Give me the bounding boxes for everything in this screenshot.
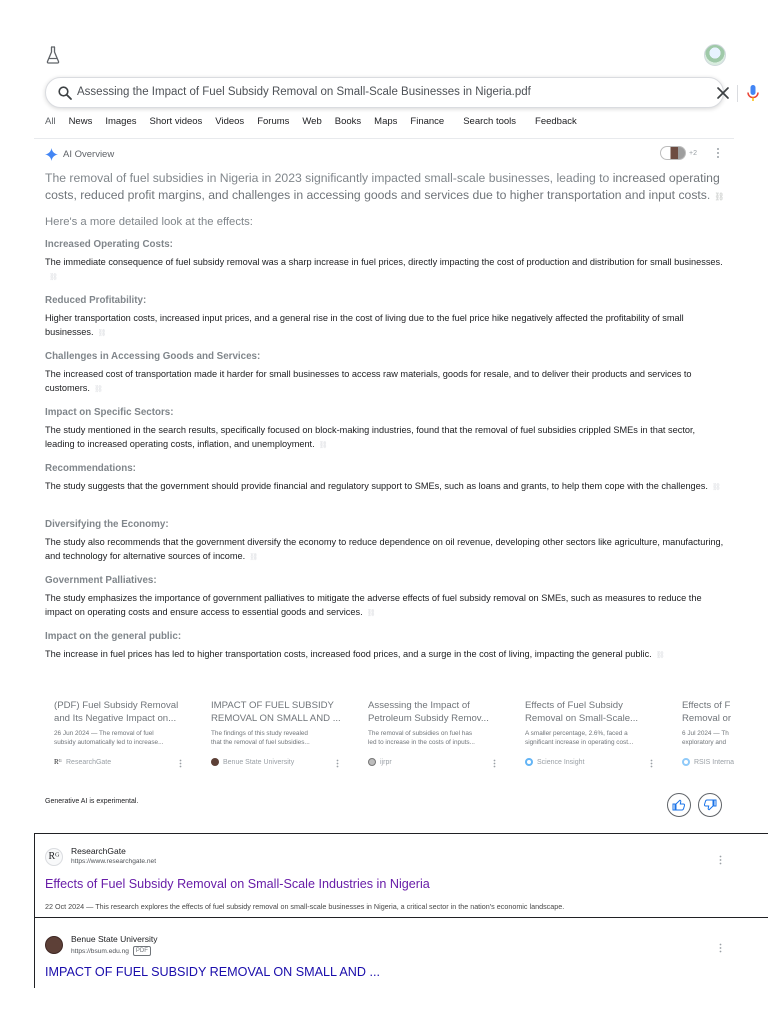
source-card[interactable] [359, 699, 507, 773]
search-icon [57, 85, 73, 101]
tab-books[interactable]: Books [334, 116, 362, 127]
source-cards [45, 699, 768, 773]
link-icon[interactable]: ⛓ [93, 385, 103, 393]
tab-short-videos[interactable]: Short videos [149, 116, 203, 127]
researchgate-icon: Rᴳ [54, 758, 62, 766]
overview-section [45, 351, 725, 407]
flask-icon[interactable] [46, 46, 60, 64]
link-icon[interactable]: ⛓ [714, 192, 725, 201]
link-icon[interactable]: ⛓ [49, 273, 58, 281]
tabs-divider [34, 138, 734, 139]
tab-all[interactable]: All [45, 116, 56, 127]
tab-forums[interactable]: Forums [257, 116, 290, 127]
mic-icon[interactable] [744, 83, 762, 103]
tab-images[interactable]: Images [105, 116, 137, 127]
section-body: The immediate consequence of fuel subsidy removal was a sharp increase in fuel prices, directly impacting the cost of production and distribution for small businesses.⛓ [45, 257, 723, 281]
card-title: and Its Negative Impact on... [54, 713, 177, 724]
overview-subheading: Here's a more detailed look at the effects: [45, 216, 253, 228]
section-body: The increased cost of transportation made it harder for small businesses to access raw materials, goods for resale, and to deliver their products and services to customers. ⛓ [45, 369, 692, 393]
link-icon[interactable]: ⛓ [97, 329, 107, 337]
section-body: The study also recommends that the government diversify the economy to reduce dependence on oil revenue, developing other sectors like agriculture, manufacturing, and technology for alternative sources of income. ⛓ [45, 537, 724, 561]
like-button[interactable] [667, 793, 691, 817]
section-body: The study suggests that the government should provide financial and regulatory support to SMEs, such as loans and grants, to help them cope with the challenges. ⛓ [45, 481, 721, 491]
card-desc: The findings of this study revealed [211, 730, 308, 737]
summary-text: The removal of fuel subsidies in Nigeria in 2023 significantly impacted small-scale businesses, leading to [45, 171, 613, 185]
kebab-icon[interactable] [719, 943, 722, 953]
source-card[interactable] [516, 699, 664, 773]
section-body: The study emphasizes the importance of government palliatives to mitigate the adverse effects of fuel subsidy removal on SMEs, such as measures to reduce the impact on operating costs and ensure access to essential goods and services. ⛓ [45, 593, 702, 617]
dislike-button[interactable] [698, 793, 722, 817]
section-heading: Reduced Profitability: [45, 295, 147, 306]
result-title-link[interactable]: IMPACT OF FUEL SUBSIDY REMOVAL ON SMALL AND ... [45, 965, 380, 979]
link-icon[interactable]: ⛓ [655, 652, 665, 659]
link-icon[interactable]: ⛓ [711, 484, 721, 491]
tab-search-tools[interactable]: Search tools [463, 116, 517, 127]
kebab-icon[interactable] [716, 147, 720, 159]
card-desc: 6 Jul 2024 — Th [682, 730, 729, 737]
source-avatars [660, 146, 686, 160]
card-desc: The removal of subsidies on fuel has [368, 730, 473, 737]
card-desc: 26 Jun 2024 — The removal of fuel [54, 730, 154, 737]
card-title: Petroleum Subsidy Remov... [368, 713, 489, 724]
results-divider [34, 833, 768, 834]
source-card[interactable] [673, 699, 768, 773]
section-heading: Challenges in Accessing Goods and Services: [45, 351, 261, 362]
overview-section [45, 407, 725, 463]
result-site-name: Benue State University [71, 934, 158, 944]
search-tabs [45, 114, 590, 132]
ai-overview-summary [45, 170, 725, 205]
card-title: REMOVAL ON SMALL AND ... [211, 713, 341, 724]
section-body: The increase in fuel prices has led to higher transportation costs, increased food prices, and a surge in the cost of living, impacting the general public. ⛓ [45, 649, 665, 659]
pdf-badge: PDF [133, 946, 151, 956]
source-count: +2 [689, 149, 697, 157]
result-title-link[interactable]: Effects of Fuel Subsidy Removal on Small-Scale Industries in Nigeria [45, 877, 430, 891]
source-card[interactable] [202, 699, 350, 773]
section-heading: Government Palliatives: [45, 575, 157, 586]
ai-overview-sources[interactable] [660, 146, 697, 160]
thumbs-up-icon [668, 794, 690, 816]
top-bar [0, 0, 768, 80]
thumbs-down-icon [699, 794, 721, 816]
generative-ai-disclaimer: Generative AI is experimental. [45, 798, 139, 805]
ai-overview-label: AI Overview [63, 148, 115, 160]
summary-end: . [706, 188, 711, 202]
card-title: Assessing the Impact of [368, 700, 470, 711]
card-desc: significant increase in operating cost... [525, 739, 634, 746]
account-avatar[interactable] [704, 44, 726, 66]
card-source: RSIS Interna [682, 758, 734, 766]
university-crest-icon [45, 936, 63, 954]
summary-highlight: increased operating costs, reduced profit margins, and challenges in accessing goods and services due to higher transportation and input costs [45, 171, 720, 202]
section-heading: Impact on the general public: [45, 631, 182, 642]
overview-section [45, 631, 725, 687]
sparkle-icon [45, 148, 58, 161]
section-heading: Impact on Specific Sectors: [45, 407, 174, 418]
search-box[interactable] [45, 77, 724, 108]
link-icon[interactable]: ⛓ [249, 553, 259, 561]
card-source: ijrpr [368, 758, 392, 766]
link-icon[interactable]: ⛓ [366, 609, 376, 617]
card-title: Removal on Small-Scale... [525, 713, 639, 724]
result-url[interactable]: https://www.researchgate.net [71, 858, 157, 865]
card-source: Benue State University [211, 758, 294, 766]
card-source: Science Insight [525, 758, 584, 766]
kebab-icon[interactable] [336, 759, 339, 768]
result-site-name: ResearchGate [71, 846, 126, 856]
section-heading: Diversifying the Economy: [45, 519, 169, 530]
card-desc: led to increase in the costs of inputs... [368, 739, 475, 746]
search-input[interactable] [77, 78, 677, 107]
researchgate-icon: Rᴳ [45, 848, 63, 866]
tab-maps[interactable]: Maps [374, 116, 398, 127]
section-body: Higher transportation costs, increased input prices, and a general rise in the cost of living due to the fuel price hike negatively affected the profitability of small businesses. ⛓ [45, 313, 684, 337]
result-url[interactable]: https://bsum.edu.ng PDF [71, 946, 151, 956]
section-heading: Recommendations: [45, 463, 136, 474]
rsis-icon [682, 758, 690, 766]
overview-sections [45, 239, 725, 687]
tab-feedback[interactable]: Feedback [535, 116, 577, 127]
card-title: (PDF) Fuel Subsidy Removal [54, 700, 179, 711]
results-divider [34, 917, 768, 918]
kebab-icon[interactable] [650, 759, 653, 768]
card-title: IMPACT OF FUEL SUBSIDY [211, 700, 334, 711]
card-title: Effects of Fuel Subsidy [525, 700, 623, 711]
ai-overview-header [45, 146, 114, 162]
tab-finance[interactable]: Finance [410, 116, 445, 127]
university-crest-icon [211, 758, 219, 766]
card-desc: exploratory and [682, 739, 727, 746]
overview-section [45, 519, 725, 575]
search-divider [737, 85, 738, 102]
tab-web[interactable]: Web [302, 116, 322, 127]
tab-news[interactable]: News [68, 116, 93, 127]
kebab-icon[interactable] [179, 759, 182, 768]
overview-section [45, 575, 725, 631]
results-left-rule [34, 834, 35, 988]
tab-videos[interactable]: Videos [215, 116, 245, 127]
close-icon[interactable] [714, 84, 732, 102]
card-desc: subsidy automatically led to increase... [54, 739, 164, 746]
link-icon[interactable]: ⛓ [318, 441, 328, 449]
card-desc: that the removal of fuel subsidies... [211, 739, 310, 746]
journal-icon [368, 758, 376, 766]
card-title: Removal or [682, 713, 732, 724]
overview-section [45, 463, 725, 519]
section-heading: Increased Operating Costs: [45, 239, 173, 250]
card-desc: A smaller percentage, 2.6%, faced a [525, 730, 628, 737]
overview-section [45, 295, 725, 351]
kebab-icon[interactable] [719, 855, 722, 865]
card-title: Effects of F [682, 700, 731, 711]
card-source: Rᴳ ResearchGate [54, 758, 112, 766]
kebab-icon[interactable] [493, 759, 496, 768]
result-snippet: 22 Oct 2024 — This research explores the effects of fuel subsidy removal on small-scale businesses in Nigeria, a critical sector in the nation's economic landscape. [45, 902, 565, 911]
section-body: The study mentioned in the search results, specifically focused on block-making industries, found that the removal of fuel subsidies crippled SMEs in that sector, leading to increased operating costs, inflation, and unemployment. ⛓ [45, 425, 696, 449]
overview-section [45, 239, 725, 295]
science-insight-icon [525, 758, 533, 766]
source-card[interactable] [45, 699, 193, 773]
